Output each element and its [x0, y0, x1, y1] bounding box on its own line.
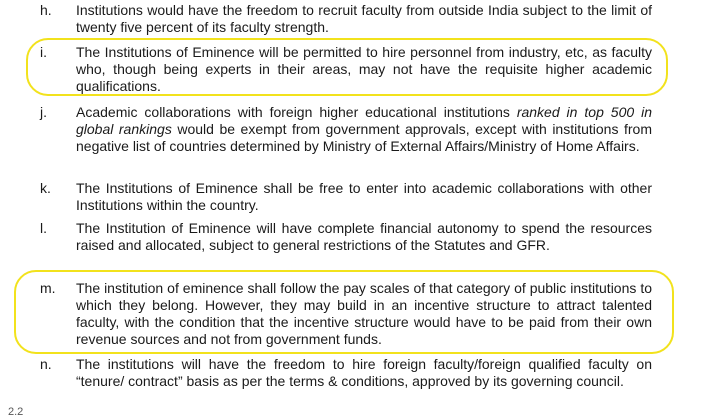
item-text [76, 104, 652, 155]
text-segment: The Institutions of Eminence shall be free to enter into academic collaborations with other Institutions within the country. [76, 180, 652, 213]
list-item-j [40, 104, 652, 155]
item-text [76, 44, 652, 95]
text-segment: Institutions would have the freedom to recruit faculty from outside India subject to the limit of twenty five percent of its faculty strength. [76, 2, 652, 35]
text-segment: The institutions will have the freedom to hire foreign faculty/foreign qualified faculty on “tenure/ contract” basis as per the terms & conditions, approved by its governing council. [76, 356, 652, 389]
text-segment: The institution of eminence shall follow the pay scales of that category of public institutions to which they belong. However, they may build in an incentive structure to attract talented faculty, with the condition that the incentive structure would have to be paid from their own revenue sources and not from government funds. [76, 280, 652, 347]
item-letter: l. [40, 220, 47, 236]
list-item-k [40, 180, 652, 214]
text-segment: Academic collaborations with foreign higher educational institutions [76, 104, 517, 120]
item-text [76, 180, 652, 214]
item-letter: m. [40, 280, 56, 296]
item-text [76, 356, 652, 390]
item-text [76, 280, 652, 348]
item-letter: j. [40, 104, 47, 120]
italic-text-segment: ranked in top 500 in global rankings [76, 104, 652, 137]
item-text [76, 220, 652, 254]
item-text [76, 2, 652, 36]
list-item-h [40, 2, 652, 36]
list-item-m [40, 280, 652, 348]
item-letter: n. [40, 356, 52, 372]
text-segment: The Institutions of Eminence will be permitted to hire personnel from industry, etc, as faculty who, though being experts in their areas, may not have the requisite higher academic qualifications. [76, 44, 652, 94]
item-letter: k. [40, 180, 51, 196]
text-segment: The Institution of Eminence will have complete financial autonomy to spend the resources raised and allocated, subject to general restrictions of the Statutes and GFR. [76, 220, 652, 253]
item-letter: h. [40, 2, 52, 18]
footer-fragment: 2.2 [8, 406, 24, 418]
list-item-i [40, 44, 652, 95]
list-item-n [40, 356, 652, 390]
item-letter: i. [40, 44, 47, 60]
list-item-l [40, 220, 652, 254]
text-segment: would be exempt from government approvals, except with institutions from negative list of countries determined by Ministry of External Affairs/Ministry of Home Affairs. [76, 121, 652, 154]
